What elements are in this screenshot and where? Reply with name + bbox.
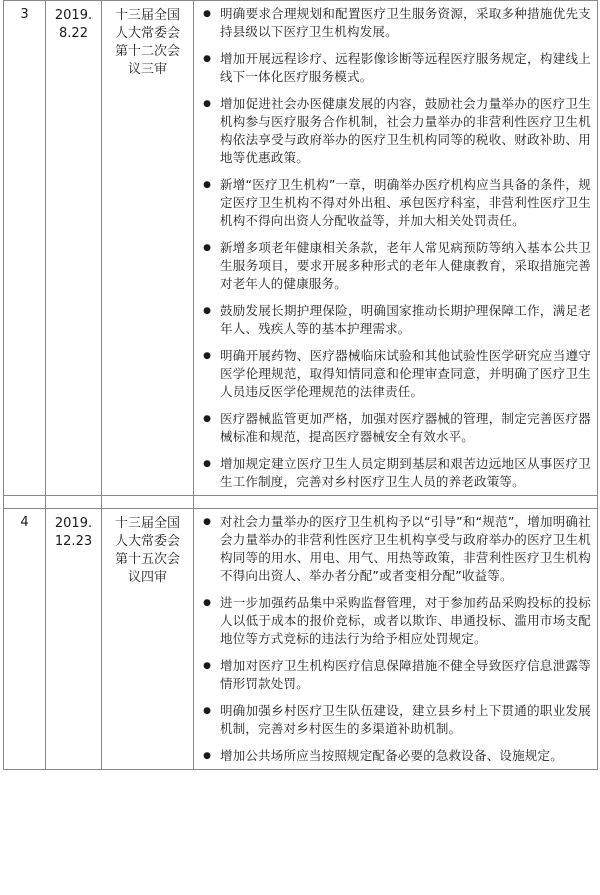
bullet-icon: ● bbox=[203, 751, 211, 761]
list-item bbox=[194, 302, 591, 338]
list-item-text: 增加开展远程诊疗、远程影像诊断等远程医疗服务规定，构建线上线下一体化医疗服务模式。 bbox=[220, 51, 591, 84]
meeting-line: 议三审 bbox=[127, 62, 167, 77]
list-item bbox=[194, 702, 591, 738]
list-item-text: 新增多项老年健康相关条款，老年人常见病预防等纳入基本公共卫生服务项目，要求开展多种形式的老年人健康教育，采取措施完善对老年人的健康服务。 bbox=[220, 240, 591, 291]
meeting-line: 十三届全国 bbox=[114, 516, 180, 531]
bullet-icon: ● bbox=[203, 459, 211, 469]
list-item bbox=[194, 747, 591, 765]
bullet-icon: ● bbox=[203, 99, 211, 109]
spacer-cell bbox=[4, 496, 46, 509]
bullet-icon: ● bbox=[203, 9, 211, 19]
content-cell bbox=[194, 509, 598, 770]
bullet-icon: ● bbox=[203, 243, 211, 253]
bullet-icon: ● bbox=[203, 351, 211, 361]
meeting-line: 议四审 bbox=[127, 570, 167, 585]
list-item bbox=[194, 657, 591, 693]
list-item-text: 增加公共场所应当按照规定配备必要的急救设备、设施规定。 bbox=[220, 748, 563, 763]
table-row bbox=[4, 1, 598, 496]
list-item bbox=[194, 347, 591, 401]
list-item-text: 医疗器械监管更加严格，加强对医疗器械的管理，制定完善医疗器械标准和规范，提高医疗器械安全有效水平。 bbox=[220, 411, 591, 444]
date-line: 2019. bbox=[54, 516, 93, 531]
spacer-cell bbox=[102, 496, 194, 509]
meeting-line: 第十二次会 bbox=[114, 44, 180, 59]
row-number-cell bbox=[4, 1, 46, 496]
bullet-icon: ● bbox=[203, 180, 211, 190]
row-number-cell bbox=[4, 509, 46, 770]
meeting-line: 人大常委会 bbox=[114, 26, 180, 41]
list-item bbox=[194, 239, 591, 293]
change-list bbox=[194, 5, 591, 491]
list-item bbox=[194, 513, 591, 585]
spacer-cell bbox=[194, 496, 598, 509]
list-item-text: 新增“医疗卫生机构”一章，明确举办医疗机构应当具备的条件，规定医疗卫生机构不得对外出租、承包医疗科室，非营利性医疗卫生机构不得向出资人分配收益等，并加大相关处罚责任。 bbox=[220, 177, 591, 228]
bullet-icon: ● bbox=[203, 706, 211, 716]
date-cell bbox=[46, 1, 102, 496]
row-number: 4 bbox=[20, 515, 29, 530]
list-item bbox=[194, 455, 591, 491]
list-item-text: 增加规定建立医疗卫生人员定期到基层和艰苦边远地区从事医疗卫生工作制度，完善对乡村医疗卫生人员的养老政策等。 bbox=[220, 456, 591, 489]
date-line: 2019. bbox=[54, 8, 93, 23]
bullet-icon: ● bbox=[203, 54, 211, 64]
bullet-icon: ● bbox=[203, 306, 211, 316]
legislation-review-table bbox=[3, 0, 598, 770]
meeting-line: 第十五次会 bbox=[114, 552, 180, 567]
list-item bbox=[194, 50, 591, 86]
list-item-text: 明确开展药物、医疗器械临床试验和其他试验性医学研究应当遵守医学伦理规范，取得知情同意和伦理审查同意，并明确了医疗卫生人员违反医学伦理规范的法律责任。 bbox=[220, 348, 591, 399]
spacer-cell bbox=[46, 496, 102, 509]
list-item bbox=[194, 5, 591, 41]
meeting-cell bbox=[102, 1, 194, 496]
list-item bbox=[194, 594, 591, 648]
list-item bbox=[194, 176, 591, 230]
date-line: 12.23 bbox=[54, 534, 93, 549]
spacer-row bbox=[4, 496, 598, 509]
bullet-icon: ● bbox=[203, 517, 211, 527]
change-list bbox=[194, 513, 591, 765]
bullet-icon: ● bbox=[203, 661, 211, 671]
bullet-icon: ● bbox=[203, 414, 211, 424]
list-item-text: 增加促进社会办医健康发展的内容，鼓励社会力量举办的医疗卫生机构参与医疗服务合作机制，社会力量举办的非营利性医疗卫生机构依法享受与政府举办的医疗卫生机构同等的税收、财政补助、用地等优惠政策。 bbox=[220, 96, 591, 165]
list-item-text: 进一步加强药品集中采购监督管理，对于参加药品采购投标的投标人以低于成本的报价竞标，或者以欺诈、串通投标、滥用市场支配地位等方式竞标的违法行为给予相应处罚规定。 bbox=[220, 595, 591, 646]
meeting-line: 十三届全国 bbox=[114, 8, 180, 23]
list-item bbox=[194, 95, 591, 167]
bullet-icon: ● bbox=[203, 598, 211, 608]
list-item bbox=[194, 410, 591, 446]
content-cell bbox=[194, 1, 598, 496]
list-item-text: 明确要求合理规划和配置医疗卫生服务资源，采取多种措施优先支持县级以下医疗卫生机构发展。 bbox=[220, 6, 591, 39]
list-item-text: 鼓励发展长期护理保险，明确国家推动长期护理保障工作，满足老年人、残疾人等的基本护理需求。 bbox=[220, 303, 591, 336]
list-item-text: 增加对医疗卫生机构医疗信息保障措施不健全导致医疗信息泄露等情形罚款处罚。 bbox=[220, 658, 591, 691]
list-item-text: 对社会力量举办的医疗卫生机构予以“引导”和“规范”，增加明确社会力量举办的非营利性医疗卫生机构享受与政府举办的医疗卫生机构同等的用水、用电、用气、用热等政策，非营利性医疗卫生机构不得向出资人、举办者分配”或者变相分配”收益等。 bbox=[220, 514, 591, 583]
meeting-line: 人大常委会 bbox=[114, 534, 180, 549]
date-cell bbox=[46, 509, 102, 770]
date-line: 8.22 bbox=[59, 26, 88, 41]
meeting-cell bbox=[102, 509, 194, 770]
row-number: 3 bbox=[20, 7, 29, 22]
table-row bbox=[4, 509, 598, 770]
list-item-text: 明确加强乡村医疗卫生队伍建设，建立县乡村上下贯通的职业发展机制，完善对乡村医生的多渠道补助机制。 bbox=[220, 703, 591, 736]
